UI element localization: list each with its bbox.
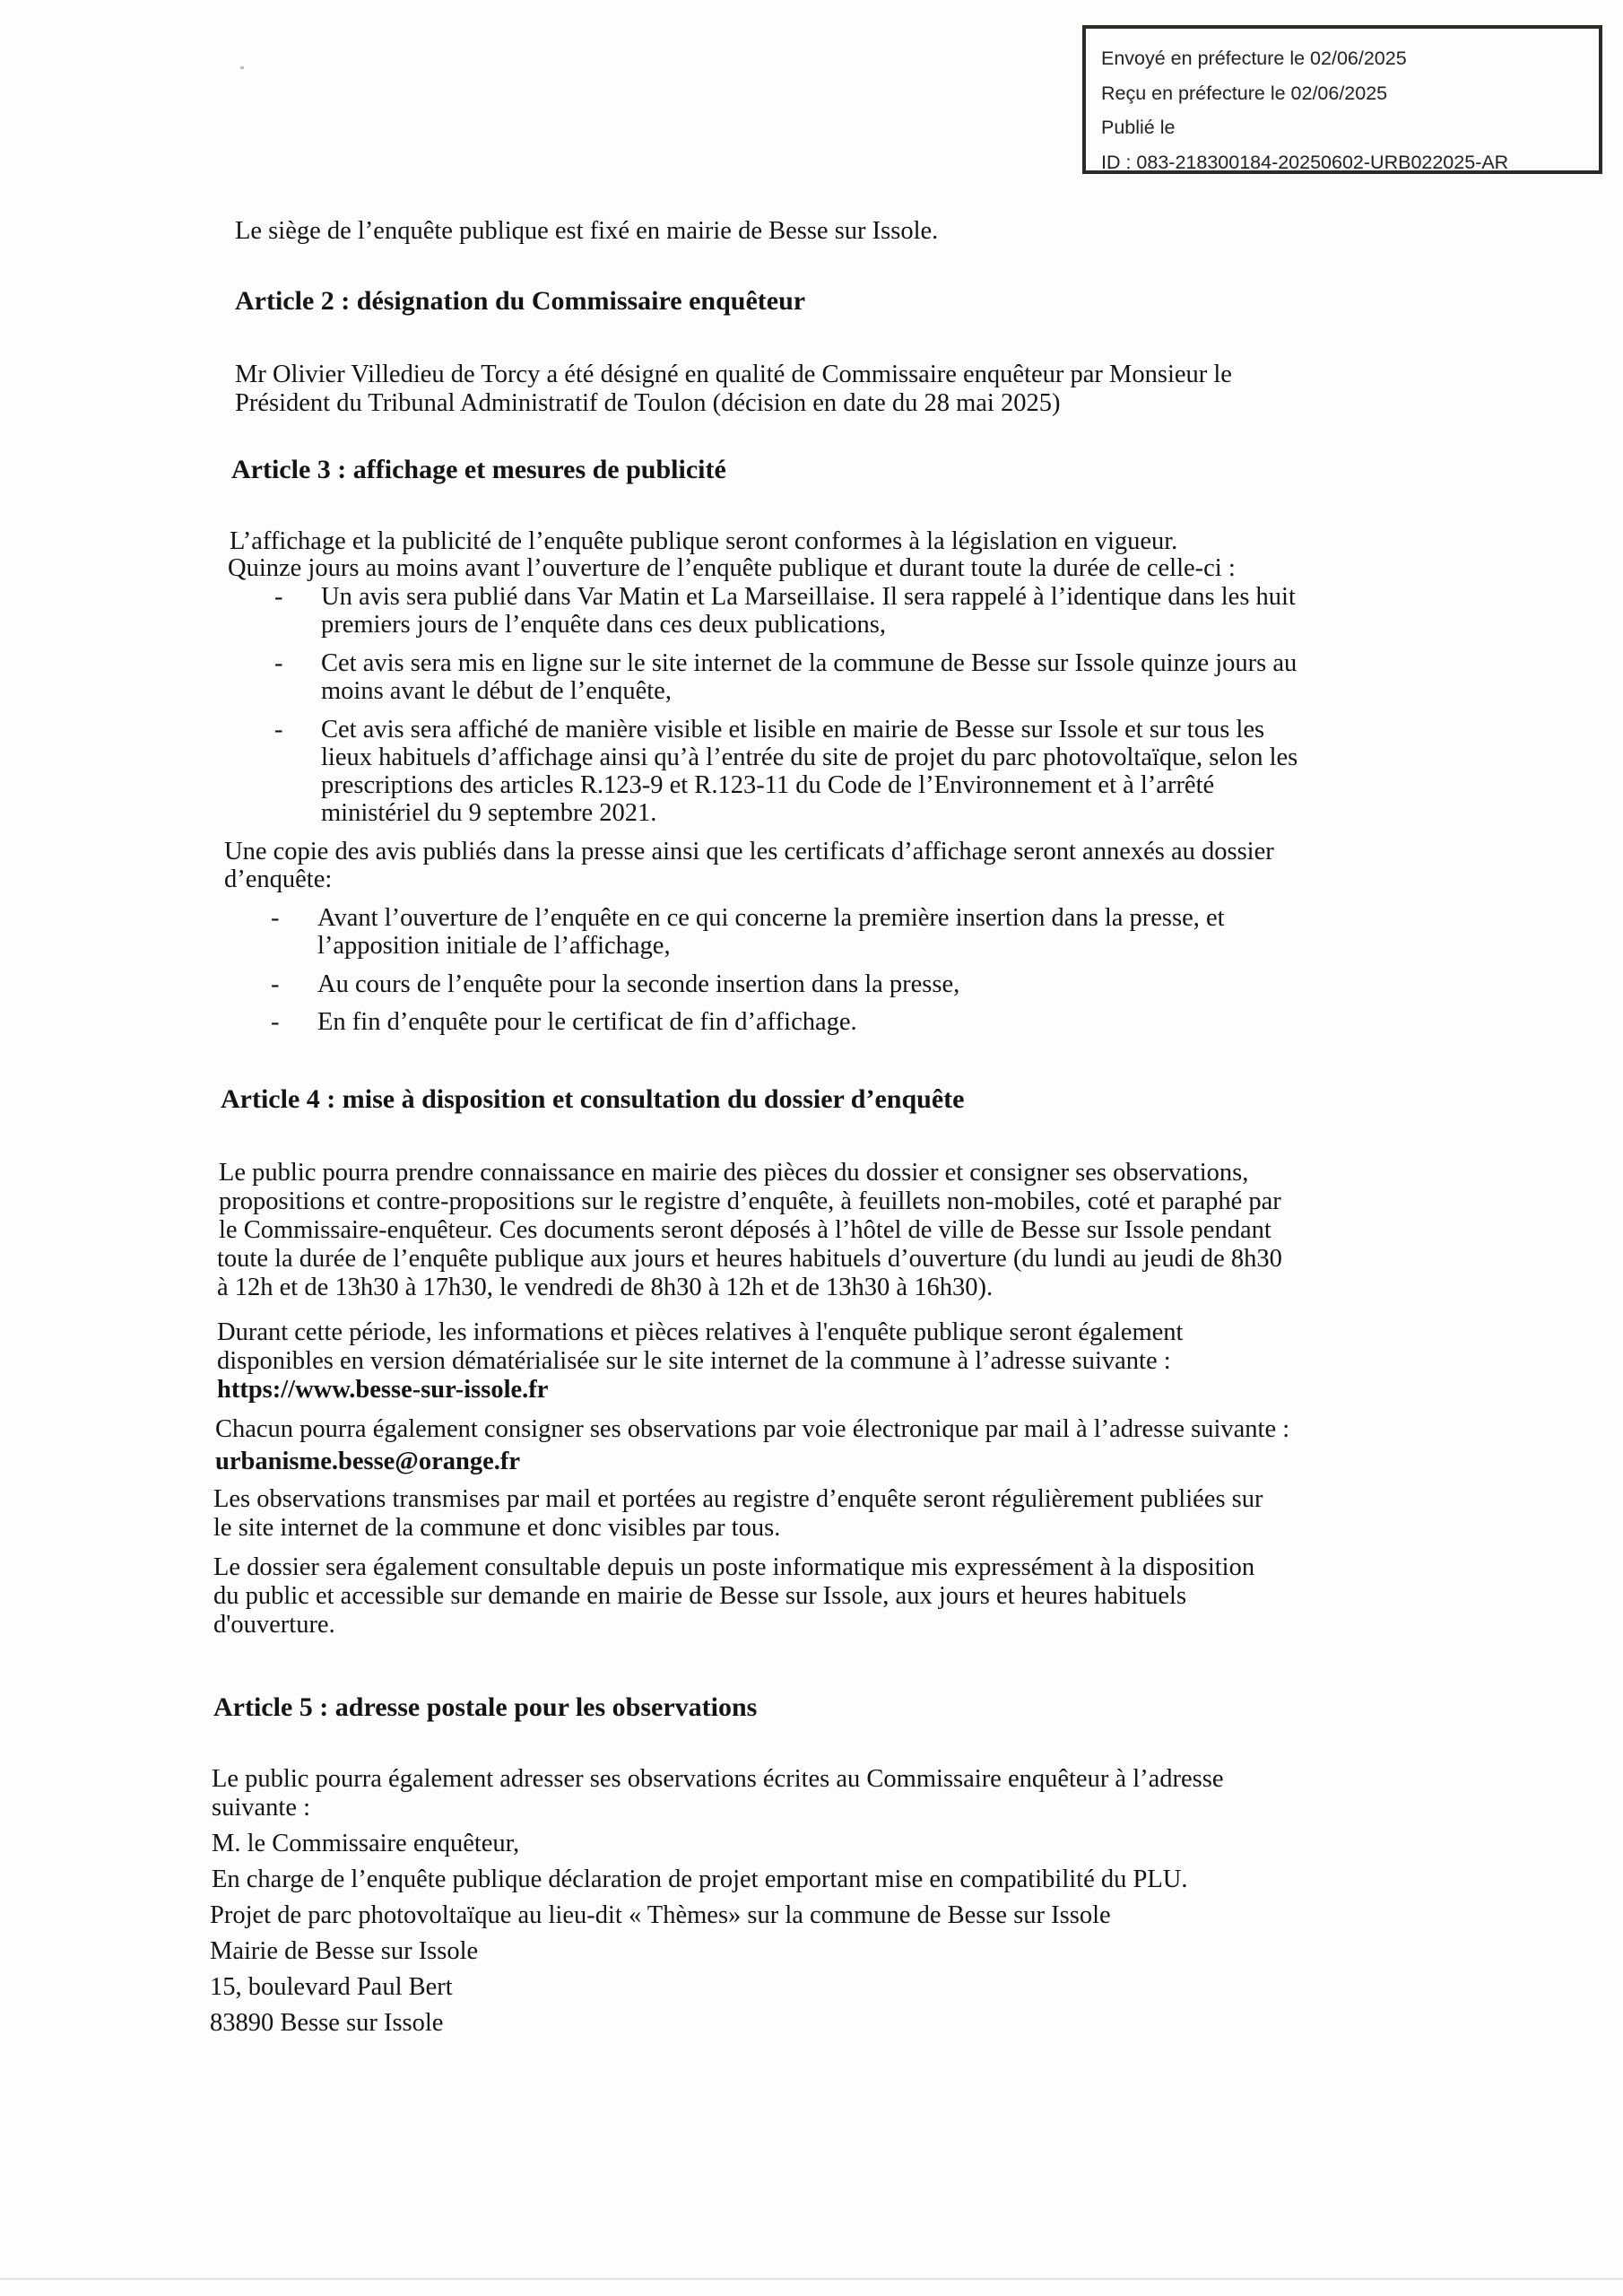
text-line: du public et accessible sur demande en mairie de Besse sur Issole, aux jours et heures habituels — [213, 1582, 1187, 1610]
bullet-dash: - — [274, 583, 283, 611]
list-item-line: premiers jours de l’enquête dans ces deux publications, — [321, 611, 886, 639]
contact-email[interactable]: urbanisme.besse@orange.fr — [215, 1448, 520, 1475]
article-4-heading: Article 4 : mise à disposition et consultation du dossier d’enquête — [221, 1084, 965, 1114]
stamp-id: ID : 083-218300184-20250602-URB022025-AR — [1101, 151, 1509, 173]
bullet-dash: - — [271, 970, 280, 998]
stamp-sent-date: Envoyé en préfecture le 02/06/2025 — [1101, 48, 1407, 69]
list-item-line: Un avis sera publié dans Var Matin et La Marseillaise. Il sera rappelé à l’identique dans les huit — [321, 583, 1296, 611]
address-line: 15, boulevard Paul Bert — [210, 1973, 453, 2001]
list-item-line: lieux habituels d’affichage ainsi qu’à l’entrée du site de projet du parc photovoltaïque, selon les — [321, 744, 1298, 771]
scan-edge-line — [0, 2278, 1623, 2280]
scan-speck — [240, 66, 244, 69]
address-line: 83890 Besse sur Issole — [210, 2009, 444, 2037]
text-line: le Commissaire-enquêteur. Ces documents seront déposés à l’hôtel de ville de Besse sur Issole pendant — [219, 1216, 1271, 1244]
text-line: Le dossier sera également consultable depuis un poste informatique mis expressément à la disposition — [213, 1553, 1255, 1581]
address-line: En charge de l’enquête publique déclaration de projet emportant mise en compatibilité du PLU. — [212, 1866, 1188, 1893]
bullet-dash: - — [271, 904, 280, 932]
bullet-dash: - — [274, 716, 283, 744]
bullet-dash: - — [271, 1008, 280, 1036]
list-item-line: moins avant le début de l’enquête, — [321, 677, 672, 705]
text-line: toute la durée de l’enquête publique aux jours et heures habituels d’ouverture (du lundi au jeudi de 8h30 — [217, 1245, 1282, 1273]
text-line: Les observations transmises par mail et portées au registre d’enquête seront régulièrement publiées sur — [213, 1485, 1263, 1513]
address-line: Projet de parc photovoltaïque au lieu-dit « Thèmes» sur la commune de Besse sur Issole — [210, 1901, 1111, 1929]
text-line: Durant cette période, les informations et pièces relatives à l'enquête publique seront également — [217, 1318, 1184, 1346]
article-5-heading: Article 5 : adresse postale pour les observations — [213, 1692, 758, 1722]
list-item-line: prescriptions des articles R.123-9 et R.123-11 du Code de l’Environnement et à l’arrêté — [321, 771, 1215, 799]
list-item-line: Au cours de l’enquête pour la seconde insertion dans la presse, — [317, 970, 960, 998]
list-item-line: Cet avis sera mis en ligne sur le site internet de la commune de Besse sur Issole quinze jours au — [321, 649, 1298, 677]
text-line: Président du Tribunal Administratif de Toulon (décision en date du 28 mai 2025) — [235, 389, 1061, 417]
text-line: Le public pourra également adresser ses observations écrites au Commissaire enquêteur à l’adresse — [212, 1765, 1224, 1793]
text-line: Une copie des avis publiés dans la presse ainsi que les certificats d’affichage seront annexés au dossier — [224, 838, 1274, 865]
list-item-line: En fin d’enquête pour le certificat de fin d’affichage. — [317, 1008, 857, 1036]
article-3-heading: Article 3 : affichage et mesures de publicité — [231, 455, 726, 484]
text-line: d’enquête: — [224, 865, 333, 893]
list-item-line: l’apposition initiale de l’affichage, — [317, 932, 671, 960]
text-line: Le public pourra prendre connaissance en mairie des pièces du dossier et consigner ses observations, — [219, 1159, 1249, 1187]
website-url[interactable]: https://www.besse-sur-issole.fr — [217, 1376, 549, 1404]
text-line: à 12h et de 13h30 à 17h30, le vendredi de 8h30 à 12h et de 13h30 à 16h30). — [217, 1274, 994, 1301]
text-line: suivante : — [212, 1794, 311, 1822]
text-line: Chacun pourra également consigner ses observations par voie électronique par mail à l’adresse suivante : — [215, 1415, 1290, 1443]
text-line: d'ouverture. — [213, 1611, 335, 1639]
list-item-line: Cet avis sera affiché de manière visible et lisible en mairie de Besse sur Issole et sur tous les — [321, 716, 1265, 744]
prefecture-stamp — [1082, 25, 1602, 174]
list-item-line: Avant l’ouverture de l’enquête en ce qui concerne la première insertion dans la presse, et — [317, 904, 1225, 932]
text-line: Mr Olivier Villedieu de Torcy a été désigné en qualité de Commissaire enquêteur par Monsieur le — [235, 361, 1232, 388]
address-line: M. le Commissaire enquêteur, — [212, 1830, 520, 1857]
stamp-received-date: Reçu en préfecture le 02/06/2025 — [1101, 82, 1388, 104]
list-item-line: ministériel du 9 septembre 2021. — [321, 799, 657, 827]
text-line: propositions et contre-propositions sur le registre d’enquête, à feuillets non-mobiles, coté et paraphé par — [219, 1187, 1281, 1215]
article-2-heading: Article 2 : désignation du Commissaire enquêteur — [235, 286, 806, 316]
siege-line: Le siège de l’enquête publique est fixé en mairie de Besse sur Issole. — [235, 217, 939, 245]
text-line: le site internet de la commune et donc visibles par tous. — [213, 1514, 781, 1542]
address-line: Mairie de Besse sur Issole — [210, 1937, 479, 1965]
text-line: Quinze jours au moins avant l’ouverture de l’enquête publique et durant toute la durée de celle-ci : — [228, 554, 1236, 582]
bullet-dash: - — [274, 649, 283, 677]
stamp-published: Publié le — [1101, 117, 1176, 138]
text-line: L’affichage et la publicité de l’enquête publique seront conformes à la législation en vigueur. — [230, 527, 1178, 555]
text-line: disponibles en version dématérialisée sur le site internet de la commune à l’adresse suivante : — [217, 1347, 1171, 1375]
